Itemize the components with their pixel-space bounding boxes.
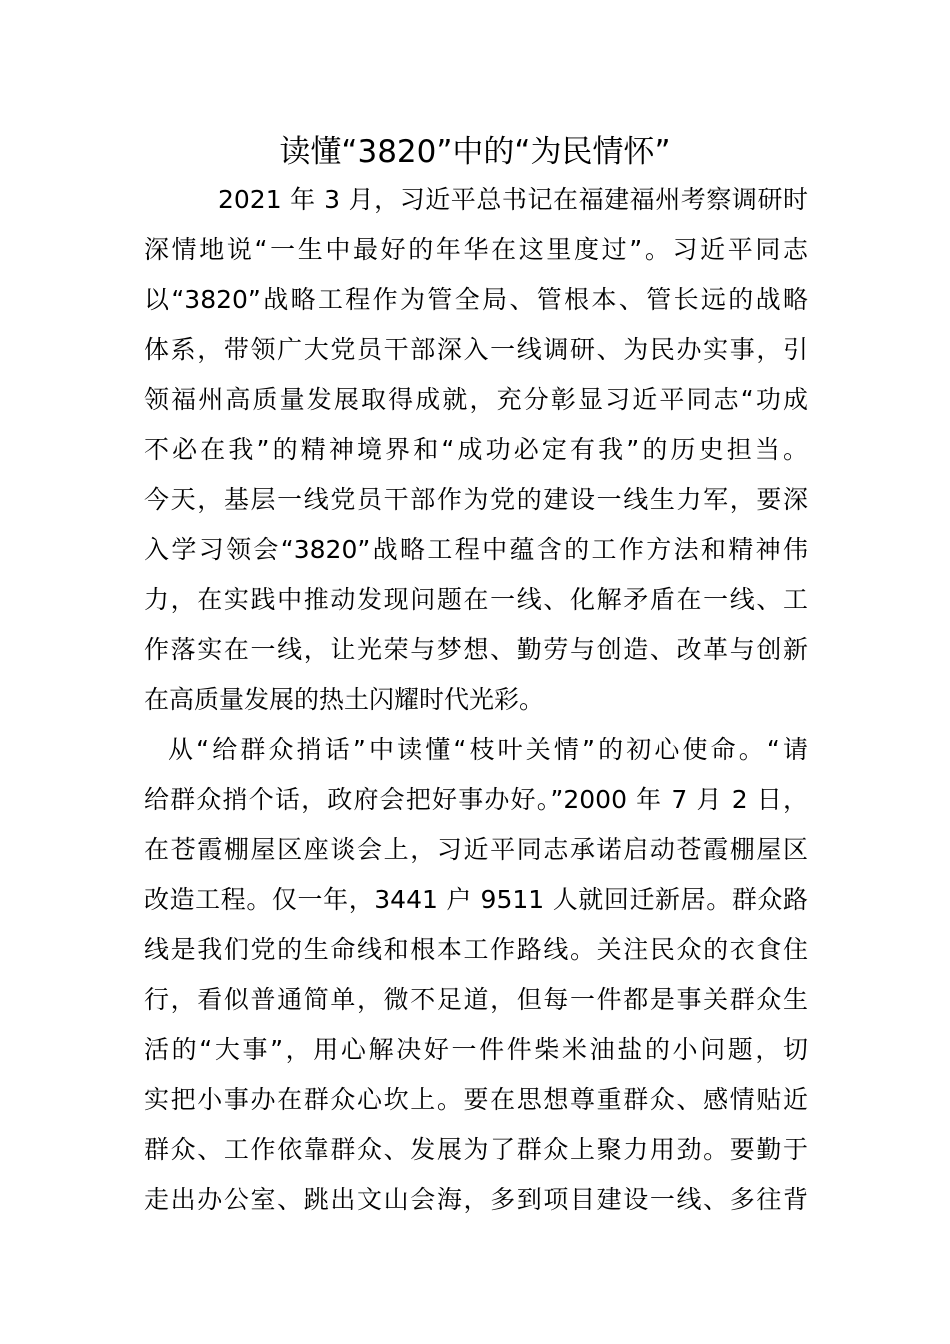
paragraph-2-line-7: 活的“大事”，用心解决好一件件柴米油盐的小问题，切 [144, 1035, 808, 1064]
paragraph-1-line-10: 作落实在一线，让光荣与梦想、勤劳与创造、改革与创新 [144, 635, 808, 664]
paragraph-1-line-7: 今天，基层一线党员干部作为党的建设一线生力军，要深 [144, 485, 808, 514]
paragraph-2-line-8: 实把小事办在群众心坎上。要在思想尊重群众、感情贴近 [144, 1085, 808, 1114]
paragraph-2-line-2: 给群众捎个话，政府会把好事办好。”2000 年 7 月 2 日， [144, 785, 808, 814]
document-title: 读懂“3820”中的“为民情怀” [279, 134, 671, 170]
paragraph-1-line-9: 力，在实践中推动发现问题在一线、化解矛盾在一线、工 [144, 585, 808, 614]
paragraph-1-line-8: 入学习领会“3820”战略工程中蕴含的工作方法和精神伟 [144, 535, 808, 564]
paragraph-1-line-6: 不必在我”的精神境界和“成功必定有我”的历史担当。 [144, 435, 808, 464]
paragraph-2-line-5: 线是我们党的生命线和根本工作路线。关注民众的衣食住 [144, 935, 808, 964]
paragraph-2-line-3: 在苍霞棚屋区座谈会上，习近平同志承诺启动苍霞棚屋区 [144, 835, 808, 864]
paragraph-1-line-2: 深情地说“一生中最好的年华在这里度过”。习近平同志 [144, 235, 808, 264]
paragraph-1-line-4: 体系，带领广大党员干部深入一线调研、为民办实事，引 [144, 335, 808, 364]
paragraph-1-line-3: 以“3820”战略工程作为管全局、管根本、管长远的战略 [144, 285, 808, 314]
paragraph-2-line-9: 群众、工作依靠群众、发展为了群众上聚力用劲。要勤于 [144, 1135, 808, 1164]
paragraph-1-line-5: 领福州高质量发展取得成就，充分彰显习近平同志“功成 [144, 385, 808, 414]
paragraph-2-line-4: 改造工程。仅一年，3441 户 9511 人就回迁新居。群众路 [144, 885, 808, 914]
paragraph-1-line-1: 2021 年 3 月，习近平总书记在福建福州考察调研时 [218, 185, 808, 214]
paragraph-2-line-10: 走出办公室、跳出文山会海，多到项目建设一线、多往背 [144, 1185, 808, 1214]
paragraph-1-line-11: 在高质量发展的热土闪耀时代光彩。 [144, 685, 545, 714]
paragraph-2-line-6: 行，看似普通简单，微不足道，但每一件都是事关群众生 [144, 985, 808, 1014]
paragraph-2-line-1: 从“给群众捎话”中读懂“枝叶关情”的初心使命。“请 [168, 735, 808, 764]
